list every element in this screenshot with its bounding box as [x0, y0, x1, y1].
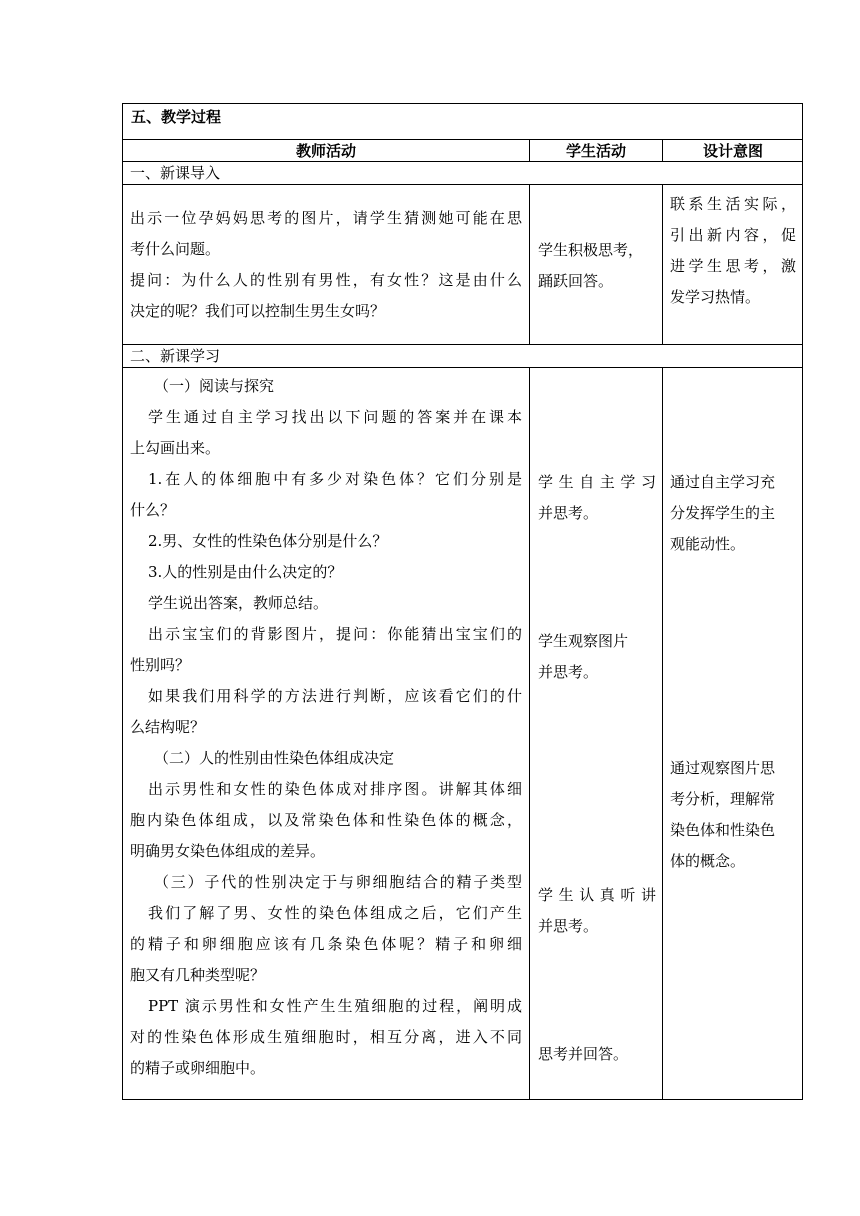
paragraph-line: 思考并回答。: [538, 1045, 629, 1063]
paragraph-line: 染色体和性染色: [670, 821, 776, 839]
paragraph-line: 学生积极思考，: [538, 241, 644, 259]
paragraph-line: 出示男性和女性的染色体成对排序图。讲解其体细: [148, 780, 522, 798]
paragraph-line: 上勾画出来。: [130, 439, 221, 457]
section-title: 五、教学过程: [131, 108, 222, 126]
question-line: 2.男、女性的性染色体分别是什么？: [148, 532, 388, 550]
header-student-activity: 学生活动: [565, 142, 626, 160]
paragraph-line: 踊跃回答。: [538, 272, 614, 290]
paragraph-line: 提问：为什么人的性别有男性，有女性？这是由什么: [130, 271, 522, 289]
paragraph-line: 对的性染色体形成生殖细胞时，相互分离，进入不同: [130, 1028, 522, 1046]
paragraph-line: 胞内染色体组成，以及常染色体和性染色体的概念，: [130, 811, 522, 829]
paragraph-line: 学生通过自主学习找出以下问题的答案并在课本: [148, 408, 522, 426]
column-divider: [529, 367, 530, 1100]
paragraph-line: 学生认真听讲: [538, 886, 656, 904]
paragraph-line: 引出新内容，促: [670, 226, 796, 244]
paragraph-line: 考分析，理解常: [670, 790, 776, 808]
paragraph-line: 性别吗？: [130, 656, 191, 674]
part1-student-cell: [538, 235, 656, 297]
paragraph-line: 进学生思考，激: [670, 257, 796, 275]
paragraph-line: 体的概念。: [670, 852, 746, 870]
part2-design-note: [670, 753, 796, 877]
paragraph-line: 么结构呢？: [130, 718, 206, 736]
paragraph-line: 胞又有几种类型呢？: [130, 966, 266, 984]
paragraph-line: 观能动性。: [670, 535, 746, 553]
paragraph-line: 联系生活实际，: [670, 195, 796, 213]
paragraph-line: 并思考。: [538, 663, 599, 681]
paragraph-line: 我们了解了男、女性的染色体组成之后，它们产生: [148, 904, 522, 922]
paragraph-line: 出示一位孕妈妈思考的图片，请学生猜测她可能在思: [130, 209, 522, 227]
part2-student-note: [538, 626, 656, 688]
row-divider: [122, 367, 803, 368]
subheading: （二）人的性别由性染色体组成决定: [154, 749, 395, 767]
subheading: （一）阅读与探究: [154, 377, 275, 395]
paragraph-line: 如果我们用科学的方法进行判断，应该看它们的什: [148, 687, 522, 705]
question-line: 什么？: [130, 501, 176, 519]
part2-design-note: [670, 467, 796, 560]
part1-teacher-cell: [130, 203, 522, 327]
header-teacher-activity: 教师活动: [295, 142, 356, 160]
paragraph-line: 分发挥学生的主: [670, 504, 776, 522]
paragraph-line: 发学习热情。: [670, 288, 761, 306]
header-design-intent: 设计意图: [702, 142, 763, 160]
column-divider: [529, 184, 530, 344]
paragraph-line: 通过自主学习充: [670, 473, 776, 491]
part2-student-note: [538, 467, 656, 529]
row-divider: [122, 344, 803, 345]
question-line: 3.人的性别是由什么决定的？: [148, 563, 343, 581]
part2-student-note: [538, 1039, 656, 1070]
paragraph-line: PPT 演示男性和女性产生生殖细胞的过程，阐明成: [148, 997, 522, 1015]
part2-teacher-cell: [130, 371, 522, 1084]
column-divider: [662, 367, 663, 1100]
part1-title: 一、新课导入: [130, 164, 221, 182]
paragraph-line: 学生自主学习: [538, 473, 656, 491]
paragraph-line: 决定的呢？我们可以控制生男生女吗？: [130, 302, 386, 320]
row-divider: [122, 184, 803, 185]
part2-student-note: [538, 880, 656, 942]
column-divider: [662, 184, 663, 344]
part2-title: 二、新课学习: [130, 347, 221, 365]
paragraph-line: 的精子和卵细胞应该有几条染色体呢？精子和卵细: [130, 935, 522, 953]
paragraph-line: 学生说出答案，教师总结。: [148, 594, 329, 612]
paragraph-line: 出示宝宝们的背影图片，提问：你能猜出宝宝们的: [148, 625, 522, 643]
paragraph-line: 并思考。: [538, 504, 599, 522]
paragraph-line: 并思考。: [538, 917, 599, 935]
subheading: （三）子代的性别决定于与卵细胞结合的精子类型: [154, 873, 522, 891]
part1-design-cell: [670, 189, 796, 313]
paragraph-line: 考什么问题。: [130, 240, 221, 258]
paragraph-line: 学生观察图片: [538, 632, 629, 650]
paragraph-line: 明确男女染色体组成的差异。: [130, 842, 326, 860]
question-line: 1.在人的体细胞中有多少对染色体？它们分别是: [148, 470, 522, 488]
paragraph-line: 通过观察图片思: [670, 759, 776, 777]
paragraph-line: 的精子或卵细胞中。: [130, 1059, 266, 1077]
